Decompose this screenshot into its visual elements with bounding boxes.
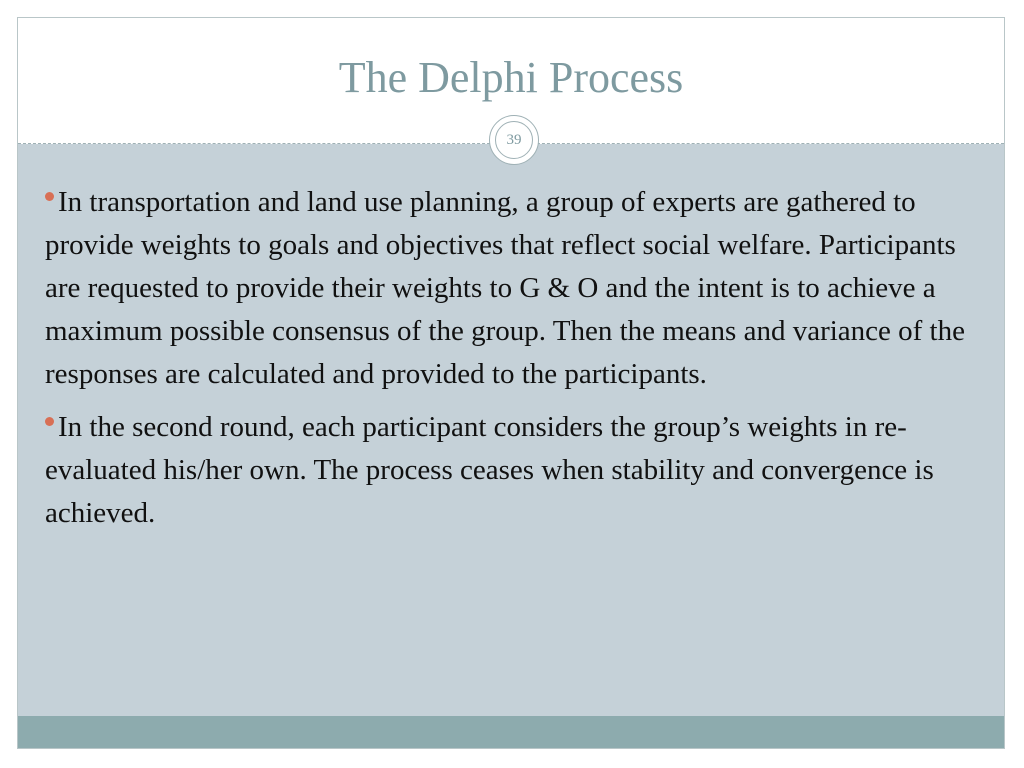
slide-number: 39 xyxy=(495,121,533,159)
bullet-text: In transportation and land use planning, a group of experts are gathered to provide weights to goals and objectives that reflect social welfare. Participants are requested to provide their weights to G & O and the intent is to achieve a maximum possible consensus of the group. Then the means and variance of the responses are calculated and provided to the participants. xyxy=(45,186,965,390)
slide-title: The Delphi Process xyxy=(338,53,684,102)
slide-number-badge xyxy=(489,115,539,165)
bullet-dot-icon xyxy=(45,192,54,201)
bullet-dot-icon xyxy=(45,417,54,426)
bullet-list xyxy=(45,181,985,545)
bullet-item xyxy=(45,181,985,396)
slide xyxy=(17,17,1005,749)
footer-bar xyxy=(18,716,1004,749)
bullet-text: In the second round, each participant considers the group’s weights in re-evaluated his/her own. The process ceases when stability and convergence is achieved. xyxy=(45,411,934,529)
bullet-item xyxy=(45,406,985,535)
